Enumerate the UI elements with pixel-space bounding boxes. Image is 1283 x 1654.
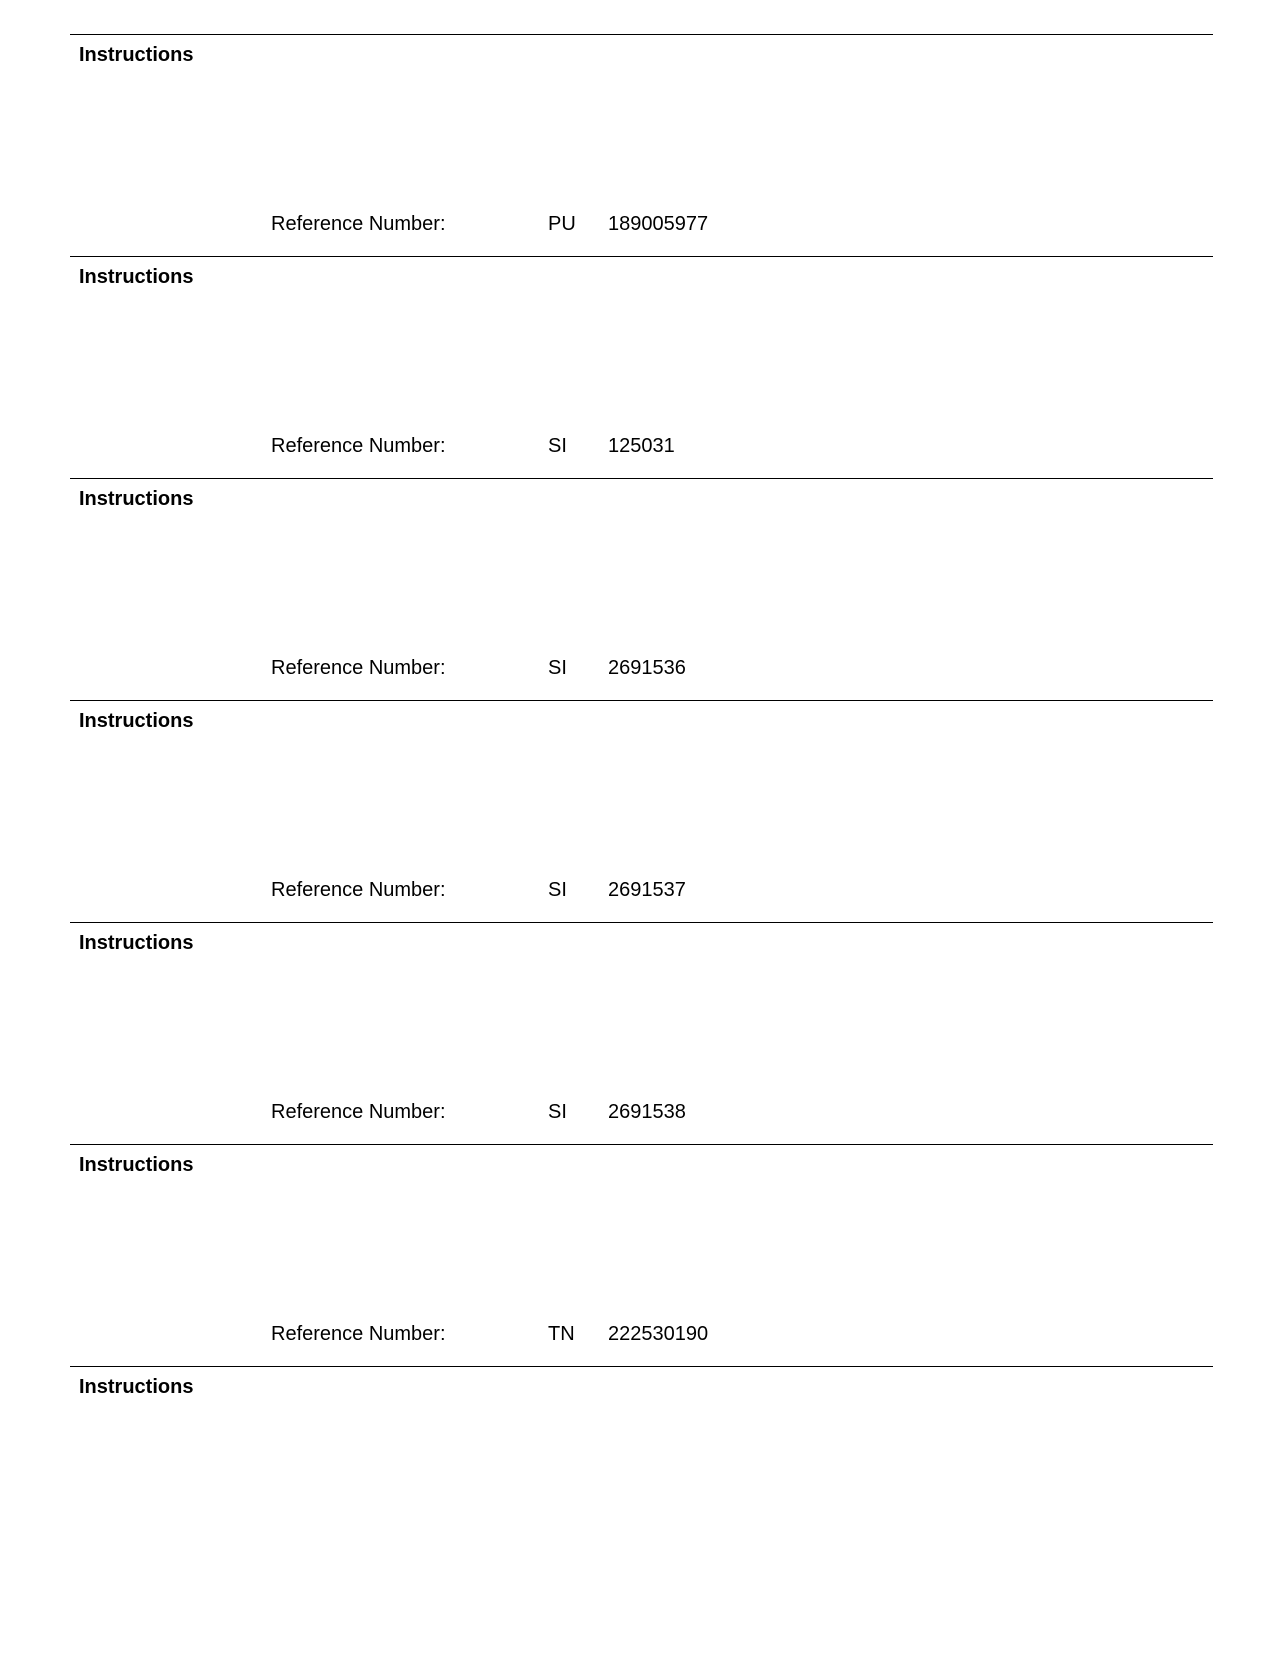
reference-code: TN — [548, 1323, 575, 1345]
instruction-section — [70, 478, 1213, 700]
reference-code: SI — [548, 435, 567, 457]
reference-code: SI — [548, 879, 567, 901]
section-heading: Instructions — [79, 1376, 194, 1398]
reference-number: 189005977 — [608, 213, 709, 235]
reference-number: 125031 — [608, 435, 675, 457]
reference-number: 222530190 — [608, 1323, 709, 1345]
reference-number: 2691536 — [608, 657, 686, 679]
section-heading: Instructions — [79, 710, 194, 732]
reference-label: Reference Number: — [271, 657, 446, 679]
reference-code: SI — [548, 1101, 567, 1123]
instruction-section — [70, 34, 1213, 256]
instruction-section — [70, 922, 1213, 1144]
section-heading: Instructions — [79, 266, 194, 288]
reference-number: 2691537 — [608, 879, 686, 901]
reference-code: SI — [548, 657, 567, 679]
instruction-section — [70, 1366, 1213, 1588]
reference-label: Reference Number: — [271, 1323, 446, 1345]
section-heading: Instructions — [79, 44, 194, 66]
reference-label: Reference Number: — [271, 879, 446, 901]
reference-code: PU — [548, 213, 576, 235]
section-heading: Instructions — [79, 1154, 194, 1176]
section-heading: Instructions — [79, 932, 194, 954]
reference-label: Reference Number: — [271, 213, 446, 235]
section-heading: Instructions — [79, 488, 194, 510]
instruction-section — [70, 700, 1213, 922]
instruction-section — [70, 256, 1213, 478]
reference-number: 2691538 — [608, 1101, 686, 1123]
reference-label: Reference Number: — [271, 1101, 446, 1123]
reference-label: Reference Number: — [271, 435, 446, 457]
instruction-section — [70, 1144, 1213, 1366]
